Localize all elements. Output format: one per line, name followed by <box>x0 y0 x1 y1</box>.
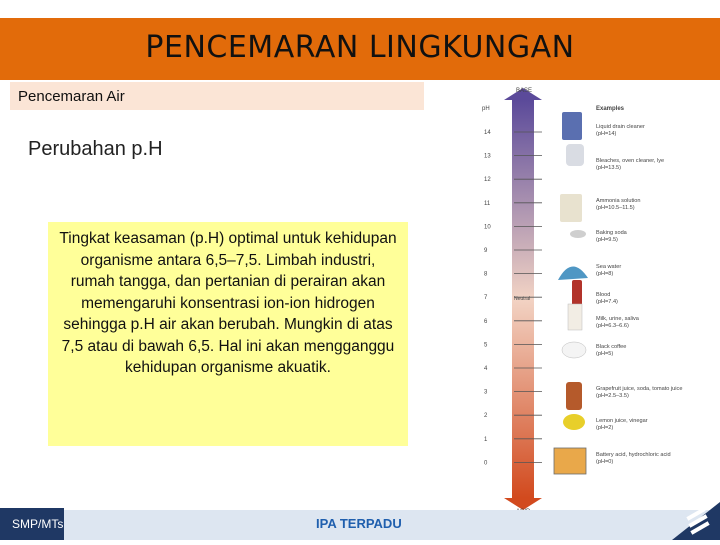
ph-scale-figure <box>454 82 720 514</box>
ph-tick-label: 11 <box>484 200 491 207</box>
ammonia-bottle-icon <box>560 194 582 222</box>
examples-header: Examples <box>596 106 625 112</box>
sea-wave-icon <box>558 266 588 280</box>
base-label: BASE <box>516 88 533 94</box>
ph-example-name: Ammonia solution <box>596 198 641 204</box>
milk-glass-icon <box>568 304 582 330</box>
ph-example-name: Baking soda <box>596 230 627 236</box>
explanation-note: Tingkat keasaman (p.H) optimal untuk kehidupan organisme antara 6,5–7,5. Limbah industri, rumah tangga, dan pertanian di perairan akan memengaruhi konsentrasi ion-ion hidrogen sehingga p.H air akan berubah. Mungkin di atas 7,5 atau di bawah 6,5. Hal ini akan mengganggu kehidupan organisme akuatik. <box>48 222 408 446</box>
ph-tick-label: 7 <box>484 295 488 302</box>
slide-title: PENCEMARAN LINGKUNGAN <box>145 30 575 65</box>
ph-example-value: (pH=14) <box>596 131 617 137</box>
ph-scale-illustration <box>454 82 720 514</box>
bleach-bottle-icon <box>566 144 584 166</box>
ph-example-name: Battery acid, hydrochloric acid <box>596 452 671 458</box>
ph-examples <box>596 124 682 465</box>
ph-example-value: (pH=8) <box>596 271 614 277</box>
ph-example-name: Liquid drain cleaner <box>596 124 645 130</box>
ph-tick-label: 12 <box>484 177 491 184</box>
ph-example-value: (pH=7.4) <box>596 299 618 305</box>
ph-example-name: Bleaches, oven cleaner, lye <box>596 158 665 164</box>
ph-example-name: Sea water <box>596 264 622 270</box>
ph-example-name: Milk, urine, saliva <box>596 316 639 322</box>
ph-tick-label: 8 <box>484 271 488 278</box>
footer-level-label: SMP/MTs <box>12 517 64 531</box>
baking-soda-spoon-icon <box>570 230 586 238</box>
coffee-cup-icon <box>562 342 586 358</box>
ph-tick-label: 4 <box>484 366 488 372</box>
ph-tick-label: 2 <box>484 413 488 420</box>
ph-tick-label: 5 <box>484 342 488 349</box>
ph-example-value: (pH=5) <box>596 351 614 357</box>
lemon-icon <box>563 414 585 430</box>
ph-example-value: (pH=6.3–6.6) <box>596 323 629 329</box>
example-icons <box>554 112 588 474</box>
ph-example-value: (pH=10.5–11.5) <box>596 205 635 211</box>
soda-can-icon <box>566 382 582 410</box>
ph-tick-label: 10 <box>484 224 491 231</box>
ph-tick-label: 3 <box>484 389 488 396</box>
ph-example-name: Black coffee <box>596 344 627 350</box>
ph-tick-label: 1 <box>484 436 488 443</box>
ph-example-value: (pH=2.5–3.5) <box>596 393 629 399</box>
ph-tick-label: 6 <box>484 318 488 325</box>
neutral-label: Neutral <box>514 296 531 302</box>
ph-tick-label: 0 <box>484 460 488 467</box>
ph-example-value: (pH=0) <box>596 459 614 465</box>
drain-cleaner-bottle-icon <box>562 112 582 140</box>
ph-example-value: (pH=13.5) <box>596 165 622 171</box>
slide-subtitle: Pencemaran Air <box>18 88 125 105</box>
stacked-books-icon <box>672 482 720 540</box>
ph-example-value: (pH=9.5) <box>596 237 618 243</box>
ph-tick-label: 9 <box>484 248 488 254</box>
ph-header: pH <box>482 106 490 112</box>
ph-tick-label: 13 <box>484 153 491 160</box>
ph-example-name: Lemon juice, vinegar <box>596 418 648 424</box>
ph-example-name: Blood <box>596 292 611 298</box>
ph-tick-label: 14 <box>484 130 491 136</box>
footer-logo <box>672 482 720 540</box>
battery-icon <box>554 448 586 474</box>
footer-subject-label: IPA TERPADU <box>316 516 402 531</box>
ph-example-value: (pH=2) <box>596 425 614 431</box>
section-heading: Perubahan p.H <box>28 138 163 160</box>
ph-example-name: Grapefruit juice, soda, tomato juice <box>596 386 683 392</box>
